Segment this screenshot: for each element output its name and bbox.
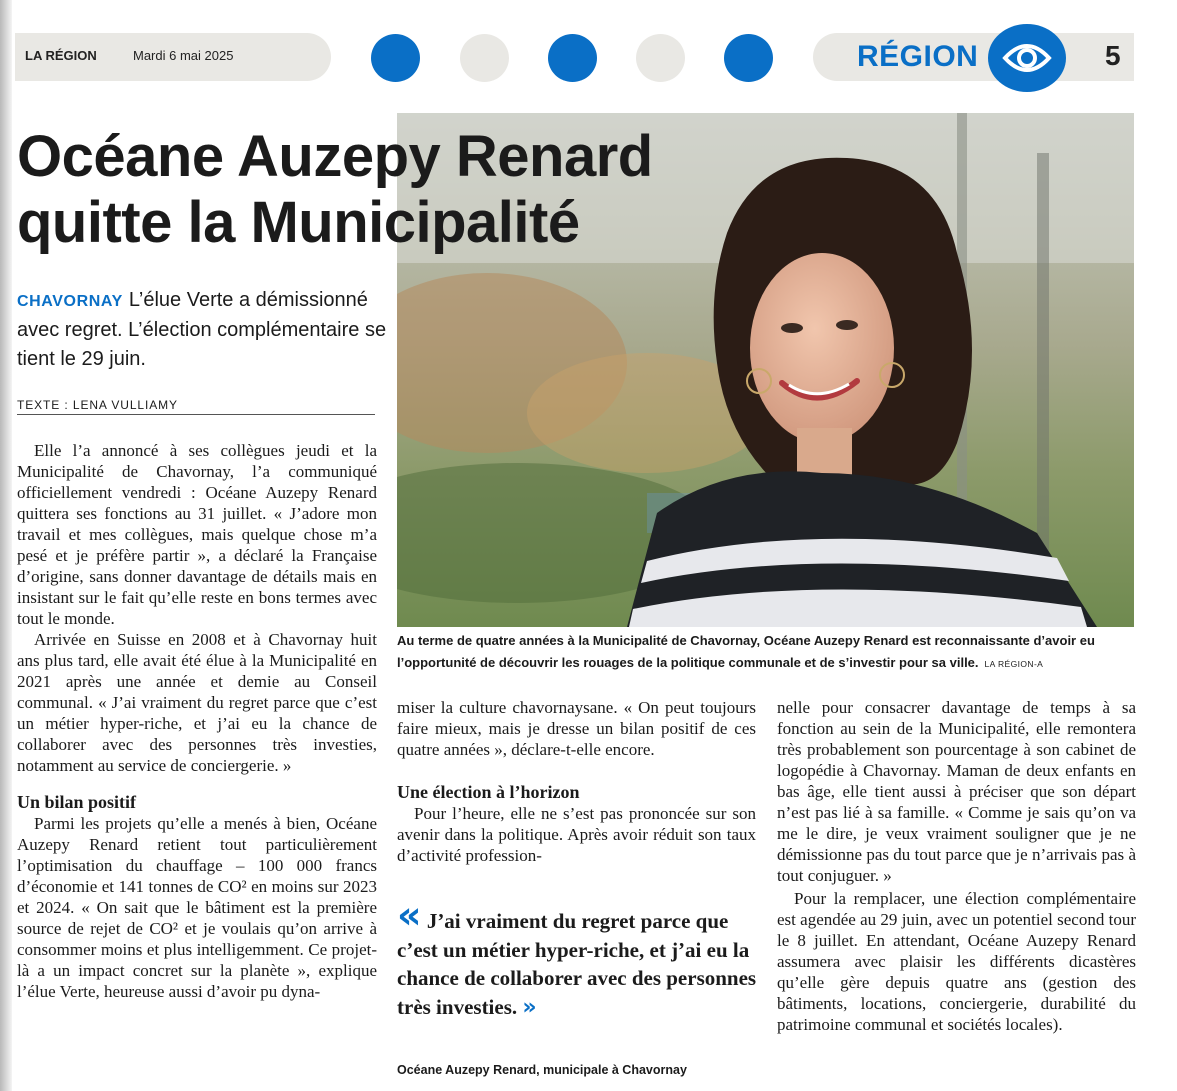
headline-line-2: quitte la Municipalité xyxy=(17,190,580,256)
header-dot-5 xyxy=(724,34,773,82)
header-dot-1 xyxy=(371,34,420,82)
subheading-election: Une élection à l’horizon xyxy=(397,782,580,802)
paragraph: Pour la remplacer, une élection complémentaire est agendée au 29 juin, avec un potentiel second tour le 8 juillet. En attendant, Océane Auzepy Renard assumera avec plaisir les différents dicastères qu’elle gère depuis quatre ans (gestion des bâtiments, locations, conciergerie, durabilité du patrimoine communal et sociétés locales). xyxy=(777,889,1136,1034)
paragraph: Arrivée en Suisse en 2008 et à Chavornay huit ans plus tard, elle avait été élue à la Municipalité en 2021 après une année et demie au Conseil communal. « J’ai vraiment du regret parce que c’est un métier hyper-riche, et j’ai eu la chance de collaborer avec des personnes très investies, notamment au service de conciergerie. » xyxy=(17,630,377,775)
header-dot-4 xyxy=(636,34,685,82)
photo-caption xyxy=(397,630,1137,675)
article-column-3 xyxy=(777,697,1136,1035)
publication-name: LA RÉGION xyxy=(25,48,97,63)
article-lead xyxy=(17,286,387,374)
section-title: RÉGION xyxy=(857,40,979,73)
eye-icon xyxy=(988,24,1066,92)
paragraph: Elle l’a annoncé à ses collègues jeudi et la Municipalité de Chavornay, l’a communiqué officiellement vendredi : Océane Auzepy Renard quittera ses fonctions au 31 juillet. « J’adore mon travail et mes collègues, mais quelque chose m’a pesé et je préfère partir », a déclaré la Française d’origine, sans donner davantage de détails mais en insistant sur le fait qu’elle reste en bons termes avec tout le monde. xyxy=(17,441,377,628)
article-column-1 xyxy=(17,440,377,1002)
quote-open-mark: « xyxy=(397,893,422,937)
issue-date: Mardi 6 mai 2025 xyxy=(133,48,234,63)
header-left-bar xyxy=(15,33,331,81)
paragraph: nelle pour consacrer davantage de temps à sa fonction au sein de la Municipalité, elle remontera très probablement son pourcentage à son cabinet de logopédie à Chavornay. Maman de deux enfants en bas âge, elle tient aussi à préciser que son départ n’est pas lié à sa famille. « Comme je sais qu’on va me le dire, je veux vraiment souligner que je ne démissionne pas du tout parce que je n’arrivais pas à tout conjuguer. » xyxy=(777,698,1136,885)
page-number: 5 xyxy=(1105,40,1121,71)
paragraph: miser la culture chavornaysane. « On peut toujours faire mieux, mais je dresse un bilan positif de ces quatre années », déclare-t-elle encore. xyxy=(397,698,756,759)
byline: TEXTE : LENA VULLIAMY xyxy=(17,398,375,415)
subheading-bilan: Un bilan positif xyxy=(17,792,137,812)
article-column-2 xyxy=(397,697,756,866)
quote-source: Océane Auzepy Renard, municipale à Chavornay xyxy=(397,1063,687,1077)
header-dot-3 xyxy=(548,34,597,82)
paragraph: Pour l’heure, elle ne s’est pas prononcée sur son avenir dans la politique. Après avoir réduit son taux d’activité profession- xyxy=(397,804,756,865)
lead-text: L’élue Verte a démissionné avec regret. L’élection complémentaire se tient le 29 juin. xyxy=(17,289,387,370)
photo-credit: LA RÉGION-A xyxy=(984,659,1044,669)
headline-line-1: Océane Auzepy Renard xyxy=(17,124,653,189)
quote-text: J’ai vraiment du regret parce que c’est un métier hyper-riche, et j’ai eu la chance de collaborer avec des personnes très investies. xyxy=(397,909,757,1019)
location-kicker: CHAVORNAY xyxy=(17,293,123,310)
header-dot-2 xyxy=(460,34,509,82)
header-right-bar xyxy=(813,33,1134,81)
article-headline xyxy=(17,124,737,256)
page-edge-shadow xyxy=(0,0,12,1091)
caption-text: Au terme de quatre années à la Municipalité de Chavornay, Océane Auzepy Renard est reconnaissante d’avoir eu l’opportunité de découvrir les rouages de la politique communale et de s’investir pour sa ville. xyxy=(397,633,1095,670)
quote-close-mark: » xyxy=(522,994,537,1020)
pull-quote xyxy=(397,893,757,1022)
paragraph: Parmi les projets qu’elle a menés à bien, Océane Auzepy Renard retient tout particulièrement l’optimisation du chauffage – 100 000 francs d’économie et 141 tonnes de CO² en moins sur 2023 et 2024. « On sait que le bâtiment est la première source de rejet de CO² et je voulais qu’on arrive à consommer moins et plus intelligemment. Ce projet-là a un impact concret sur la planète », explique l’élue Verte, heureuse aussi d’avoir pu dyna- xyxy=(17,814,377,1001)
